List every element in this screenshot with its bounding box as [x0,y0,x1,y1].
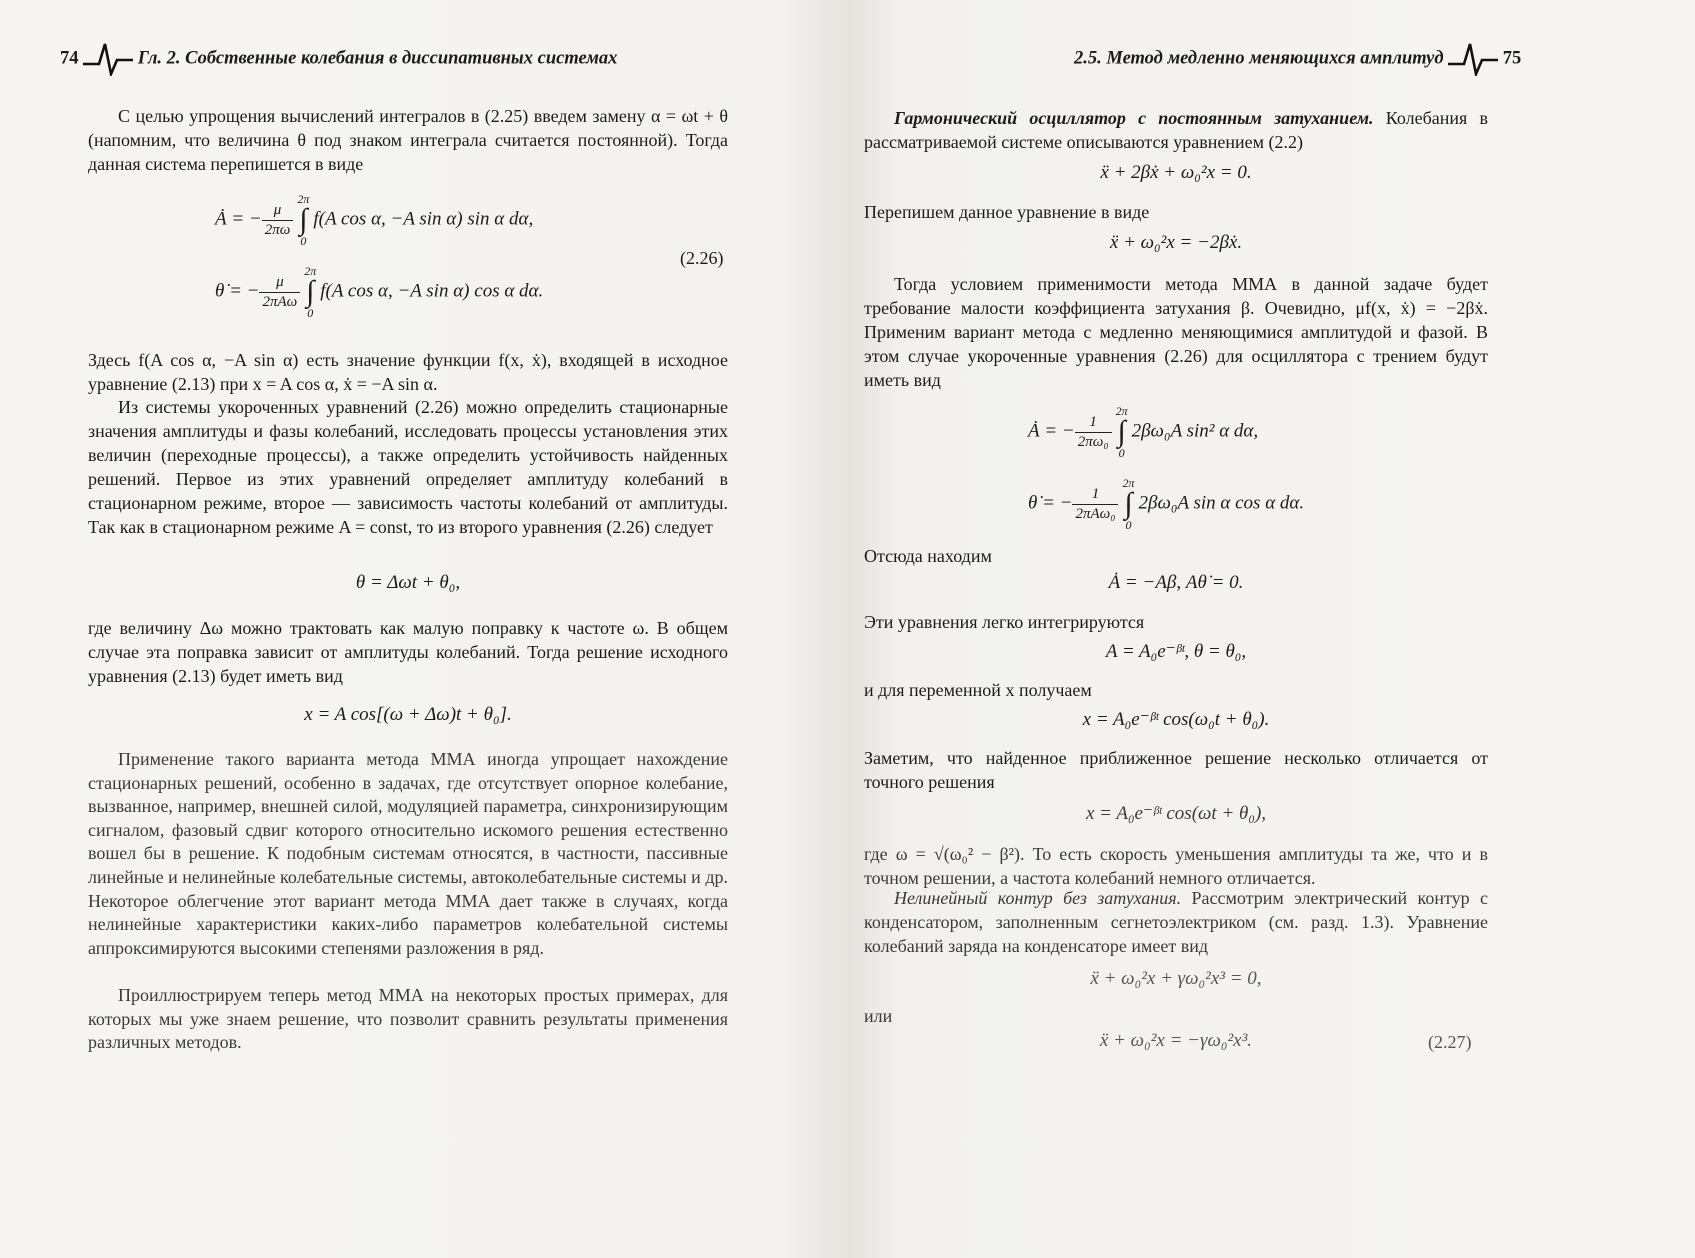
left-page-number: 74 [60,48,79,69]
right-para-5: Эти уравнения легко интегрируются [864,612,1145,632]
equation-found: Ȧ = −Aβ, Aθ̇ = 0. [1108,572,1244,593]
right-page-header [1074,42,1521,76]
right-para-2: Перепишем данное уравнение в виде [864,202,1150,222]
right-header-title: 2.5. Метод медленно меняющихся амплитуд [1074,48,1444,69]
left-page-header [60,42,617,76]
pulse-logo-icon [1448,42,1498,76]
equation-rewritten: ẍ + ω₀²x = −2βẋ. [1109,232,1243,253]
right-para-10: или [864,1006,893,1026]
right-para-1: Гармонический осциллятор с постоянным затуханием. Колебания в рассматриваемой системе описываются уравнением (2.2) [864,108,1488,152]
equation-integrated: A = A₀e⁻ᵝᵗ, θ = θ₀, [1105,641,1247,662]
equation-short-a: Ȧ = − $\frac{1}{\text{2πω₀}}$ 2π ∫ 02βω₀A sin² α dα, [1028,404,1259,460]
equation-label-2-27: (2.27) [1428,1032,1472,1052]
left-para-6: Проиллюстрируем теперь метод ММА на некоторых простых примерах, для которых мы уже знаем решение, что позволит сравнить результаты применения различных методов. [88,985,728,1053]
equation-charge: ẍ + ω₀²x + γω₀²x³ = 0, [1090,968,1262,989]
right-para-9: Нелинейный контур без затухания. Рассмотрим электрический контур с конденсатором, заполненным сегнетоэлектриком (см. разд. 1.3). Уравнение колебаний заряда на конденсаторе имеет вид [864,888,1488,956]
right-page-number: 75 [1502,48,1522,69]
section-heading-harmonic-oscillator: Гармонический осциллятор с постоянным затуханием. [894,108,1374,128]
equation-2-26-a: Ȧ = − $\frac{\mu}{2\pi\omega}$ 2π ∫ 0f(A cos α, −A sin α) sin α dα, [215,192,534,248]
right-para-6: и для переменной x получаем [864,680,1092,700]
left-para-3: Из системы укороченных уравнений (2.26) можно определить стационарные значения амплитуды и фазы колебаний, исследовать процессы установления этих величин (переходные процессы), а также определить устойчивость найденных решений. Первое из этих уравнений определяет амплитуду колебаний в стационарном режиме, второе — зависимость частоты колебаний от амплитуды. Так как в стационарном режиме A = const, то из второго уравнения (2.26) следует [88,397,728,537]
left-para-5: Применение такого варианта метода ММА иногда упрощает нахождение стационарных решений, особенно в задачах, где отсутствует опорное колебание, вызванное, например, внешней силой, модуляцией параметра, синхронизирующим сигналом, фазовый сдвиг которого относительно искомого решения естественно вошел бы в решение. К подобным системам относятся, в частности, пассивные линейные и нелинейные колебательные системы, автоколебательные системы и др. Некоторое облегчение этот вариант метода ММА дает также в случаях, когда нелинейные характеристики каких-либо параметров колебательной системы аппроксимируются высокими степенями разложения в ряд. [88,749,728,958]
right-para-3: Тогда условием применимости метода ММА в данной задаче будет требование малости коэффициента затухания β. Очевидно, μf(x, ẋ) = −2βẋ. Применим вариант метода с медленно меняющимися амплитудой и фазой. В этом случае укороченные уравнения (2.26) для осциллятора с трением будут иметь вид [864,274,1488,390]
equation-approx-solution: x = A₀e⁻ᵝᵗ cos(ω₀t + θ₀). [1082,709,1270,730]
left-para-2: Здесь f(A cos α, −A sin α) есть значение функции f(x, ẋ), входящей в исходное уравнение (2.13) при x = A cos α, ẋ = −A sin α. [88,350,728,394]
right-para-7: Заметим, что найденное приближенное решение несколько отличается от точного решения [864,748,1488,792]
equation-2-27: ẍ + ω₀²x = −γω₀²x³. [1099,1030,1253,1051]
left-para-4: где величину Δω можно трактовать как малую поправку к частоте ω. В общем случае эта поправка зависит от амплитуды колебаний. Тогда решение исходного уравнения (2.13) будет иметь вид [88,618,728,686]
left-header-title: Гл. 2. Собственные колебания в диссипативных системах [137,48,618,69]
equation-2-26-theta: θ̇ = − $\frac{\mu}{\text{2πAω}}$ 2π ∫ 0f(A cos α, −A sin α) cos α dα. [215,264,544,320]
equation-short-theta: θ̇ = − $\frac{1}{\text{2πAω₀}}$ 2π ∫ 02βω₀A sin α cos α dα. [1028,476,1305,532]
equation-oscillator: ẍ + 2βẋ + ω₀²x = 0. [1100,162,1252,183]
equation-theta: θ = Δωt + θ₀, [355,572,461,593]
right-para-8: где ω = √(ω₀² − β²). То есть скорость уменьшения амплитуды та же, что и в точном решении, а частота колебаний немного отличается. [864,844,1488,888]
equation-x-solution: x = A cos[(ω + Δω)t + θ₀]. [304,704,512,725]
left-para-1: С целью упрощения вычислений интегралов в (2.25) введем замену α = ωt + θ (напомним, что величина θ под знаком интеграла считается постоянной). Тогда данная система перепишется в виде [88,106,728,174]
section-heading-nonlinear-circuit: Нелинейный контур без затухания. [894,888,1182,908]
right-para-4: Отсюда находим [864,546,992,566]
equation-label-2-26: (2.26) [680,248,724,268]
right-page [848,0,1695,1258]
pulse-logo-icon [83,42,133,76]
equation-exact-solution: x = A₀e⁻ᵝᵗ cos(ωt + θ₀), [1085,803,1267,824]
